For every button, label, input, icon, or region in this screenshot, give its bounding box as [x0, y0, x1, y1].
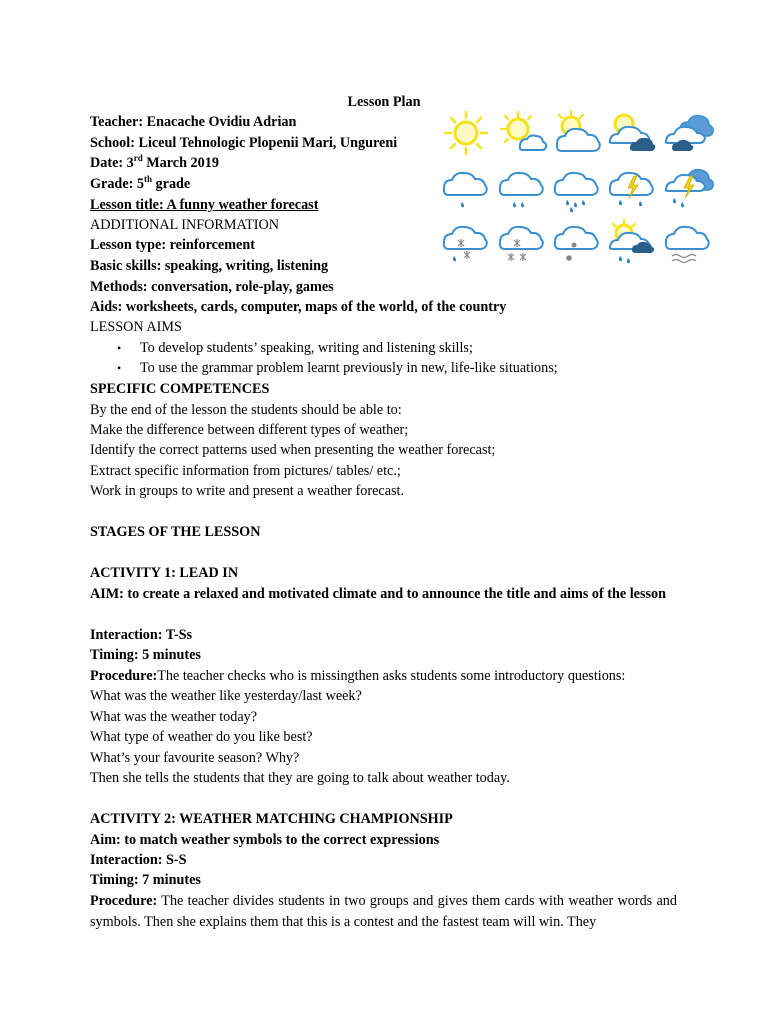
question-line-5: Then she tells the students that they are going to talk about weather today. [90, 770, 510, 786]
sun-small-cloud-icon [496, 108, 548, 158]
teacher-line: Teacher: Enacache Ovidiu Adrian [90, 114, 297, 130]
activity2-aim: Aim: to match weather symbols to the correct expressions [90, 832, 440, 848]
basic-skills-line: Basic skills: speaking, writing, listening [90, 258, 329, 274]
activity2-procedure: Procedure: The teacher divides students in two groups and gives them cards with weather words and symbols. Then she explains them that this is a contest and the fastest team will win. They [90, 893, 677, 930]
activity2-heading: ACTIVITY 2: WEATHER MATCHING CHAMPIONSHIP [90, 811, 453, 827]
bullet-1: • [117, 341, 122, 355]
sun-cloud-rain-icon [606, 218, 658, 268]
bullet-2: • [117, 361, 122, 375]
question-line-3: What type of weather do you like best? [90, 729, 313, 745]
additional-info-heading: ADDITIONAL INFORMATION [90, 217, 280, 233]
methods-line: Methods: conversation, role-play, games [90, 279, 334, 295]
activity2-timing: Timing: 7 minutes [90, 872, 201, 888]
question-line-1: What was the weather like yesterday/last week? [90, 688, 362, 704]
cloud-rain-icon [496, 164, 548, 214]
cloud-snow-icon [496, 218, 548, 268]
grade-line: Grade: 5th grade [90, 174, 191, 192]
question-line-4: What’s your favourite season? Why? [90, 750, 300, 766]
activity2-interaction: Interaction: S-S [90, 852, 187, 868]
aim-item-2: To use the grammar problem learnt previously in new, life-like situations; [140, 360, 558, 376]
competence-line-4: Extract specific information from pictures/ tables/ etc.; [90, 463, 401, 479]
competence-line-2: Make the difference between different types of weather; [90, 422, 409, 438]
activity1-timing: Timing: 5 minutes [90, 647, 201, 663]
sun-behind-cloud-icon [551, 108, 603, 158]
cloud-snow-rain-icon [440, 218, 492, 268]
competence-line-1: By the end of the lesson the students should be able to: [90, 402, 402, 418]
cloud-light-rain-icon [440, 164, 492, 214]
lesson-aims-heading: LESSON AIMS [90, 319, 182, 335]
question-line-2: What was the weather today? [90, 709, 258, 725]
cloud-hail-icon [551, 218, 603, 268]
cloud-thunder-rain-icon [606, 164, 658, 214]
aim-item-1: To develop students’ speaking, writing and listening skills; [140, 340, 473, 356]
specific-competences-heading: SPECIFIC COMPETENCES [90, 381, 270, 397]
lesson-title-line: Lesson title: A funny weather forecast [90, 197, 319, 213]
cloud-heavy-rain-icon [551, 164, 603, 214]
activity1-heading: ACTIVITY 1: LEAD IN [90, 565, 239, 581]
competence-line-5: Work in groups to write and present a weather forecast. [90, 483, 405, 499]
lesson-type-line: Lesson type: reinforcement [90, 237, 255, 253]
storm-cloud-icon [662, 164, 714, 214]
cloud-fog-icon [662, 218, 714, 268]
competence-line-3: Identify the correct patterns used when presenting the weather forecast; [90, 442, 496, 458]
weather-icons-grid [438, 108, 718, 268]
stages-heading: STAGES OF THE LESSON [90, 524, 261, 540]
sun-icon [440, 108, 492, 158]
aids-line: Aids: worksheets, cards, computer, maps of the world, of the country [90, 299, 507, 315]
sun-dark-cloud-icon [606, 108, 658, 158]
page-title: Lesson Plan [347, 94, 421, 110]
activity1-interaction: Interaction: T-Ss [90, 627, 193, 643]
date-line: Date: 3rd March 2019 [90, 153, 219, 171]
dark-clouds-icon [662, 108, 714, 158]
school-line: School: Liceul Tehnologic Plopenii Mari, Ungureni [90, 135, 398, 151]
activity1-procedure: Procedure:The teacher checks who is missingthen asks students some introductory questions: [90, 668, 626, 684]
activity1-aim: AIM: to create a relaxed and motivated climate and to announce the title and aims of the lesson [90, 586, 666, 602]
